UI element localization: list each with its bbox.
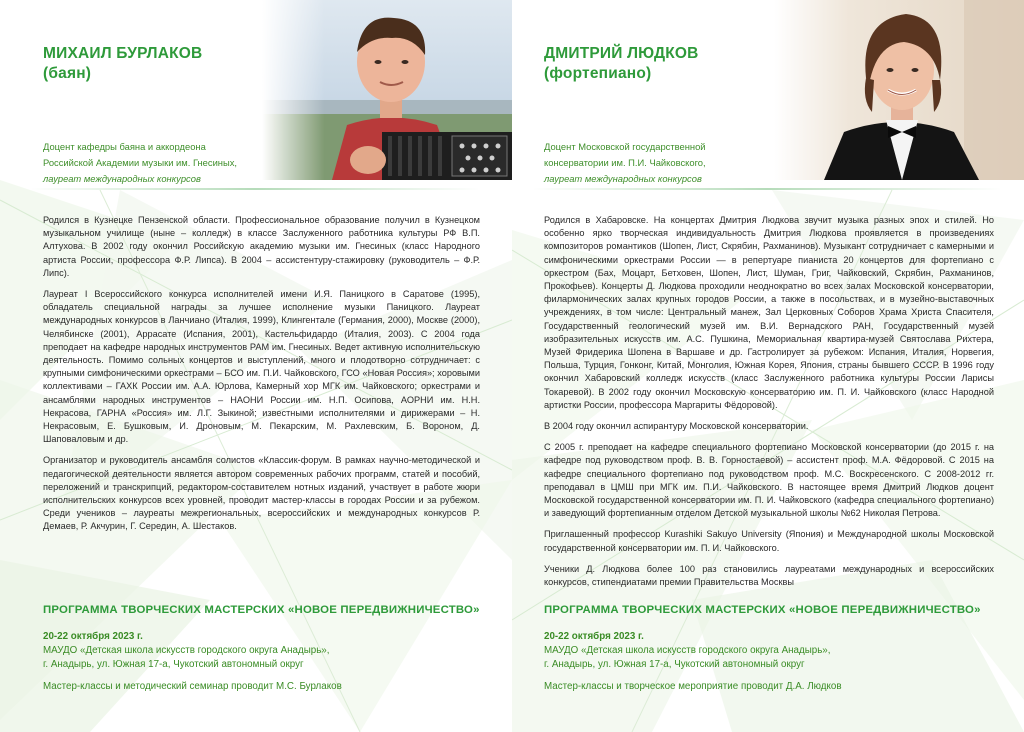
biography-text [43, 214, 480, 542]
bio-paragraph: Родился в Кузнецке Пензенской области. Профессиональное образование получил в Кузнецком музыкальном училище (ныне – колледж) в классе Заслуженного работника культуры РФ В.П. Алтухова. В 2002 году окончил Российскую академию музыки им. Гнесиных (класс Народного артиста России, профессора Ф.Р. Липса). В 2004 – ассистентуру-стажировку (руководитель – Ф.Р. Липс). [43, 215, 480, 278]
title-line: консерватории им. П.И. Чайковского, [544, 157, 706, 168]
program-note: Мастер-классы и методический семинар проводит М.С. Бурлаков [43, 681, 342, 692]
program-title: ПРОГРАММА ТВОРЧЕСКИХ МАСТЕРСКИХ «НОВОЕ ПЕРЕДВИЖНИЧЕСТВО» [544, 604, 981, 616]
person-name: ДМИТРИЙ ЛЮДКОВ [544, 45, 699, 62]
program-venue: МАУДО «Детская школа искусств городского округа Анадырь», [43, 645, 330, 656]
divider-line [532, 188, 1002, 190]
bio-paragraph: Лауреат I Всероссийского конкурса исполнителей имени И.Я. Паницкого в Саратове (1995), обладатель специальной награды за лучшее исполнение музыки Паницкого. Лауреат международных конкурсов в Ланчиано (Италия, 1999), Клингентале (Германия, 2000), Москве (2000), Челябинске (2001), Аррасате (Испания, 2001), Кастельфидардо (Италия, 2003). С 2004 года преподает на кафедре народных инструментов РАМ им. Гнесиных. Ведет активную исполнительскую деятельность. Помимо сольных концертов и выступлений, много и плодотворно сотрудничает: с крупными симфоническими оркестрами – БСО им. П.И. Чайковского, ГСО «Новая Россия»; хоровыми коллективами – ГАХК России им. А.А. Юрлова, Камерный хор МГК им. Чайковского; оркестрами и ансамблями народных инструментов – НАОНИ России им. Н.П. Осипова, АОРНИ им. Н.Н. Некрасова, ГАРНА «Россия» им. Л.Г. Зыкиной; известными исполнителями и дирижерами – Н. Некрасовым, Е. Бушковым, И. Дроновым, М. Пекарским, М. Рахлевским, Б. Вороном, Д. Шаповаловым и др. [43, 289, 480, 445]
program-title: ПРОГРАММА ТВОРЧЕСКИХ МАСТЕРСКИХ «НОВОЕ ПЕРЕДВИЖНИЧЕСТВО» [43, 604, 480, 616]
title-line: лауреат международных конкурсов [43, 173, 201, 184]
bio-paragraph: Приглашенный профессор Kurashiki Sakuyo University (Япония) и Международной школы Московской государственной консерватории им. П. И. Чайковского. [544, 529, 994, 553]
program-address: г. Анадырь, ул. Южная 17-а, Чукотский автономный округ [43, 659, 304, 670]
portrait-photo [774, 0, 1024, 180]
person-name-heading [43, 44, 202, 84]
bio-paragraph: Организатор и руководитель ансамбля солистов «Классик-форум. В рамках научно-методической и педагогической деятельности является автором современных рабочих программ, статей и пособий, переложений и транскрипций, редактором-составителем нотных изданий, участвует в работе жюри исполнительских конкурсов всех уровней, проводит мастер-классы в городах России и за рубежом. Среди учеников – лауреаты межрегиональных, всероссийских и международных конкурсов Р. Демаев, Р. Акчурин, Г. Середин, А. Шестаков. [43, 455, 480, 532]
person-name: МИХАИЛ БУРЛАКОВ [43, 45, 203, 62]
program-note: Мастер-классы и творческое мероприятие проводит Д.А. Людков [544, 681, 842, 692]
bio-paragraph: В 2004 году окончил аспирантуру Московской консерватории. [544, 421, 809, 432]
title-line: Доцент Московской государственной [544, 141, 706, 152]
bio-paragraph: Родился в Хабаровске. На концертах Дмитрия Людкова звучит музыка разных эпох и стилей. Но особенно ярко творческая индивидуальность Дмитрия Людкова проявляется в произведениях композиторов романтиков (Шопен, Лист, Скрябин, Рахманинов). Музыкант сотрудничает с камерными и симфоническими оркестрами России — в репертуаре пианиста 20 концертов для фортепиано с оркестром (Бах, Моцарт, Бетховен, Шопен, Лист, Шуман, Григ, Чайковский, Скрябин, Рахманинов, Прокофьев). Концерты Д. Людкова проходили неоднократно во всех залах Московской консерватории, филармонических залах крупных городов России, а также в посольствах, и в музейно-выставочных учреждениях, в том числе: Центральный манеж, Зал Церковных Соборов Храма Христа Спасителя, Государственный геологический музей им. В.И. Вернадского РАН, Государственный музей изобразительных искусств им. А.С. Пушкина, Мемориальная квартира-музей Святослава Рихтера, Музей Фридерика Шопена в Варшаве и др. Гастролирует за рубежом: Испания, Италия, Норвегия, Польша, Турция, Гонконг, Китай, Монголия, Южная Корея, Япония, страны бывшего СССР. В 1996 году окончил Хабаровский колледж искусств (класс Заслуженного работника культуры России Ларисы Токаревой). В 2002 году окончил Московскую консерваторию им. П. И. Чайковского (класс Народной артистки России, профессора Маргариты Фёдоровой). [544, 215, 994, 410]
person-title [544, 139, 784, 187]
program-date: 20-22 октября 2023 г. [43, 631, 143, 642]
person-instrument: (баян) [43, 65, 92, 82]
program-date: 20-22 октября 2023 г. [544, 631, 644, 642]
portrait-pianist-image [774, 0, 1024, 180]
person-instrument: (фортепиано) [544, 65, 652, 82]
title-line: Российской Академии музыки им. Гнесиных, [43, 157, 238, 168]
title-line: Доцент кафедры баяна и аккордеона [43, 141, 206, 152]
program-venue: МАУДО «Детская школа искусств городского округа Анадырь», [544, 645, 831, 656]
portrait-photo [262, 0, 512, 180]
right-page [512, 0, 1024, 732]
person-name-heading [544, 44, 699, 84]
bio-paragraph: Ученики Д. Людкова более 100 раз становились лауреатами международных и всероссийских конкурсов, стипендиатами премии Правительства Москвы [544, 563, 994, 588]
bio-paragraph: С 2005 г. преподает на кафедре специального фортепиано Московской консерватории (до 2015 г. на кафедре под руководством проф. В. В. Горностаевой) – ассистент проф. М.А. Фёдоровой. С 2015 на кафедре специального фортепиано под руководством проф. М.С. Воскресенского. С 2008-2012 гг. преподавал в ЦМШ при МГК им. П.И. Чайковского. В настоящее время Дмитрий Людков доцент Московской государственной консерватории им. П. И. Чайковского (кафедра специального фортепиано) и заведующий фортепианным отделом Детской музыкальной школы №62 Николая Петрова. [544, 442, 994, 519]
biography-text [544, 214, 994, 597]
person-title [43, 139, 283, 187]
program-address: г. Анадырь, ул. Южная 17-а, Чукотский автономный округ [544, 659, 805, 670]
portrait-accordion-player-image [262, 0, 512, 180]
program-block [43, 604, 483, 694]
program-block [544, 604, 994, 694]
title-line: лауреат международных конкурсов [544, 173, 702, 184]
divider-line [30, 188, 480, 190]
